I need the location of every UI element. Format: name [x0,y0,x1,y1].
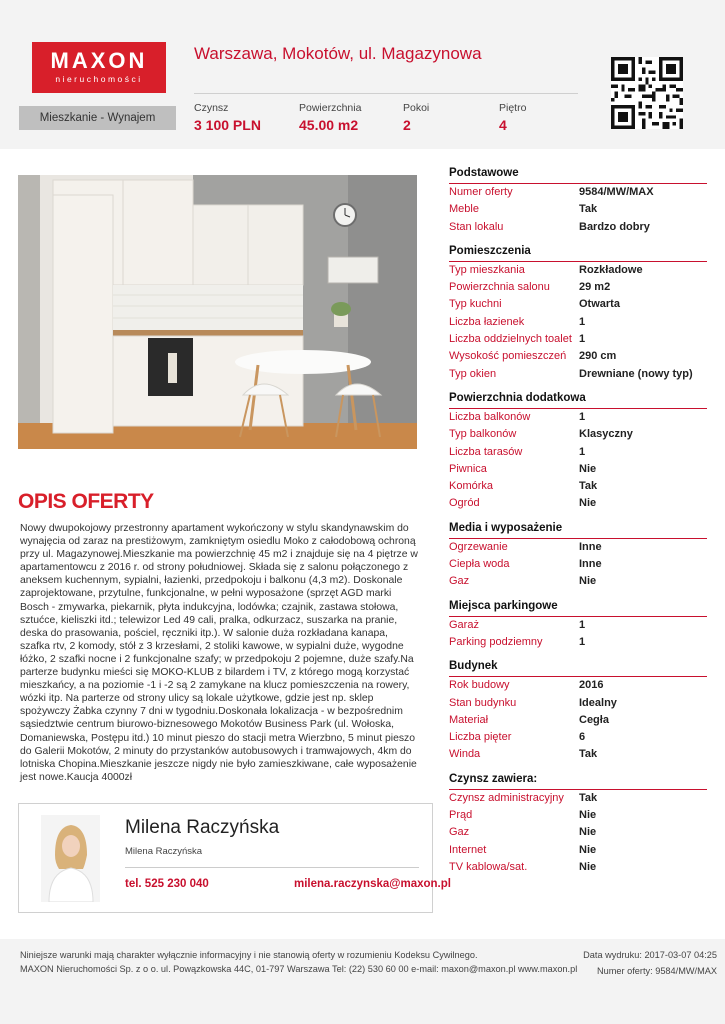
detail-label: Numer oferty [449,186,513,198]
description-text: Nowy dwupokojowy przestronny apartament wykończony w stylu skandynawskim do wynajęcia od zaraz na prestiżowym, zamkniętym osiedlu Moko z całodobową ochroną przy ul. Magazynowej.Mieszkanie ma powierzchnię 45 m2 i znajduje się na 4 piętrze w apartamentowcu z 2016 r. od strony południowej. Składa się z salonu połączonego z aneksem kuchennym, sypialni, łazienki, przedpokoju i balkonu (4,3 m2). Doskonale zaprojektowane, przytulne, funkcjonalne, w pełni wyposażone (sprzęt AGD marki Bosch - zmywarka, piekarnik, płyta indukcyjna, lodówka; czajnik, zastawa stołowa, sztućce, kieliszki itd.; telewizor Led 49 cali, pralka, odkurzacz, suszarka na pranie, deska do prasowania, pościel, ręczniki itp.). W salonie duża rozkładana kanapa, szafka rtv, 2 komody, stół z 3 krzesłami, 2 stoliki kawowe, w sypialni duże, wygodne łóżko, 2 szafki nocne i 2 funkcjonalne szafy; w przedpokoju 2 pojemne, duże szafy.Na parterze budynku mieści się MOKO-KLUB z bilardem i TV, z którego mogą korzystać mieszkańcy, a na poziomie -1 i -2 są 2 zamykane na klucz pomieszczenia na rowery, wózki itp. Na parterze od strony ulicy są lokale użytkowe, gdzie jest np. sklep spożywczy Żabka czynny 7 dni w tygodniu.Doskonała lokalizacja - w bezpośrednim sąsiedztwie centrum biurowo-biznesowego Mokotów Business Park (ul. Wołoska, Domaniewska, Postępu itd.) 10 minut pieszo do stacji metra Wierzbno, 5 minut pieszo do Galerii Mokotów, 2 minuty do przystanków autobusowych i tramwajowych, 4km do lotniska Chopina.Mieszkanie jeszcze nigdy nie było zamieszkiwane, całe wyposażenie jest nowe.Kaucja 4000zł [20,523,418,783]
detail-value: Nie [579,809,597,822]
detail-row [449,201,707,218]
detail-value: Nie [579,497,597,510]
section-title: Powierzchnia dodatkowa [449,392,707,409]
detail-value: Bardzo dobry [579,220,650,233]
detail-row [449,444,707,461]
detail-row [449,573,707,590]
detail-row [449,807,707,824]
detail-label: Liczba oddzielnych toalet [449,333,572,346]
detail-value: 1 [579,333,586,346]
print-date: Data wydruku: 2017-03-07 04:25 [583,950,717,960]
detail-label: Liczba łazienek [449,315,525,328]
section-title: Podstawowe [449,167,707,184]
detail-label: Parking podziemny [449,635,543,648]
agent-card [18,803,451,913]
detail-value: Tak [579,791,598,804]
detail-label: Meble [449,203,479,216]
logo-wordmark: MAXON [50,48,148,73]
detail-row [449,712,707,729]
detail-label: Liczba pięter [449,731,512,744]
detail-value: Nie [579,462,597,475]
footer [0,939,725,1024]
agent-name: Milena Raczyńska [125,817,280,838]
detail-row [449,296,707,313]
detail-row [449,366,707,383]
detail-value: Nie [579,843,597,856]
detail-row [449,677,707,694]
detail-label: Ciepła woda [449,558,510,571]
stat-value: 3 100 PLN [194,117,261,133]
detail-row [449,409,707,426]
detail-label: Typ kuchni [449,298,502,311]
detail-label: Internet [449,843,487,856]
stat-rooms [403,102,429,133]
apartment-photo[interactable] [18,175,417,449]
detail-label: Typ okien [449,367,497,380]
detail-row [449,556,707,573]
detail-value: 1 [579,445,586,458]
detail-row [449,478,707,495]
detail-label: Winda [449,748,481,761]
detail-row [449,314,707,331]
detail-label: Liczba balkonów [449,410,531,423]
detail-value: Otwarta [579,298,620,311]
detail-value: 9584/MW/MAX [579,186,654,198]
section-title: Miejsca parkingowe [449,600,707,617]
agent-subname: Milena Raczyńska [125,846,203,857]
detail-row [449,539,707,556]
detail-label: Typ balkonów [449,428,517,441]
detail-value: 1 [579,618,586,631]
stat-floor [499,102,526,133]
detail-label: Ogrzewanie [449,540,508,553]
detail-value: 1 [579,315,586,328]
detail-label: Gaz [449,826,470,839]
section-title: Budynek [449,660,707,677]
stat-value: 2 [403,117,411,133]
header-band [0,0,725,149]
detail-row [449,184,707,201]
detail-row [449,426,707,443]
detail-value: 1 [579,410,586,423]
detail-row [449,348,707,365]
detail-value: Tak [579,748,598,761]
detail-value: Rozkładowe [579,263,643,276]
footer-company: MAXON Nieruchomości Sp. z o o. ul. Powązkowska 44C, 01-797 Warszawa Tel: (22) 530 60 00 e-mail: maxon@maxon.pl www.maxon.pl [20,964,578,974]
offer-type-badge: Mieszkanie - Wynajem [19,106,176,130]
detail-value: Drewniane (nowy typ) [579,367,693,380]
footer-offer-number: Numer oferty: 9584/MW/MAX [597,966,717,976]
detail-label: Typ mieszkania [449,263,525,276]
maxon-logo[interactable] [32,42,166,93]
detail-label: Powierzchnia salonu [449,281,550,294]
stat-label: Powierzchnia [299,102,362,114]
detail-value: Tak [579,480,598,493]
agent-email-link[interactable]: milena.raczynska@maxon.pl [294,878,451,890]
detail-row [449,842,707,859]
detail-value: 29 m2 [579,281,611,294]
detail-value: Nie [579,575,597,588]
agent-avatar [41,815,100,902]
detail-row [449,279,707,296]
detail-value: Nie [579,826,597,839]
stat-label: Piętro [499,102,527,114]
agent-phone-link[interactable]: tel. 525 230 040 [125,878,209,890]
footer-disclaimer: Niniejsze warunki mają charakter wyłącznie informacyjny i nie stanowią oferty w rozumieniu Kodeksu Cywilnego. [20,950,478,960]
detail-row [449,859,707,876]
details-section [449,245,707,383]
section-title: Czynsz zawiera: [449,773,707,790]
detail-row [449,262,707,279]
detail-label: Komórka [449,480,494,493]
detail-label: Wysokość pomieszczeń [449,350,567,363]
section-title: Media i wyposażenie [449,522,707,539]
detail-row [449,695,707,712]
details-panel [449,167,707,885]
details-section [449,522,707,591]
detail-label: Gaz [449,575,470,588]
detail-label: Rok budowy [449,679,510,692]
stat-label: Czynsz [194,102,229,114]
divider [125,867,419,868]
detail-value: Cegła [579,713,609,726]
description-title: OPIS OFERTY [18,490,154,513]
qr-code-icon[interactable] [611,57,683,129]
divider [194,93,578,94]
stat-area [299,102,361,133]
detail-value: Klasyczny [579,428,633,441]
details-section [449,392,707,513]
detail-label: Stan lokalu [449,220,504,233]
detail-row [449,495,707,512]
section-title: Pomieszczenia [449,245,707,262]
detail-row [449,790,707,807]
detail-label: Stan budynku [449,696,517,709]
detail-row [449,461,707,478]
detail-value: 6 [579,731,586,744]
detail-label: Garaż [449,618,479,631]
detail-value: Inne [579,540,602,553]
stat-label: Pokoi [403,102,430,114]
detail-row [449,729,707,746]
detail-row [449,331,707,348]
details-section [449,600,707,652]
detail-row [449,219,707,236]
detail-value: 2016 [579,679,604,692]
detail-label: Materiał [449,713,489,726]
detail-value: Nie [579,860,597,873]
detail-label: Piwnica [449,462,487,475]
details-section [449,167,707,236]
detail-label: TV kablowa/sat. [449,860,528,873]
details-section [449,773,707,876]
detail-label: Czynsz administracyjny [449,791,564,804]
detail-value: Idealny [579,696,617,709]
detail-value: 1 [579,635,586,648]
detail-value: Inne [579,558,602,571]
stat-value: 4 [499,117,507,133]
detail-value: 290 cm [579,350,617,363]
detail-label: Prąd [449,809,473,822]
stat-rent [194,102,261,133]
detail-label: Liczba tarasów [449,445,523,458]
detail-value: Tak [579,203,598,216]
detail-row [449,746,707,763]
detail-row [449,634,707,651]
detail-row [449,824,707,841]
details-section [449,660,707,763]
detail-label: Ogród [449,497,480,510]
stat-value: 45.00 m2 [299,117,359,133]
listing-address: Warszawa, Mokotów, ul. Magazynowa [194,44,482,63]
detail-row [449,617,707,634]
logo-subtitle: nieruchomości [55,74,143,84]
